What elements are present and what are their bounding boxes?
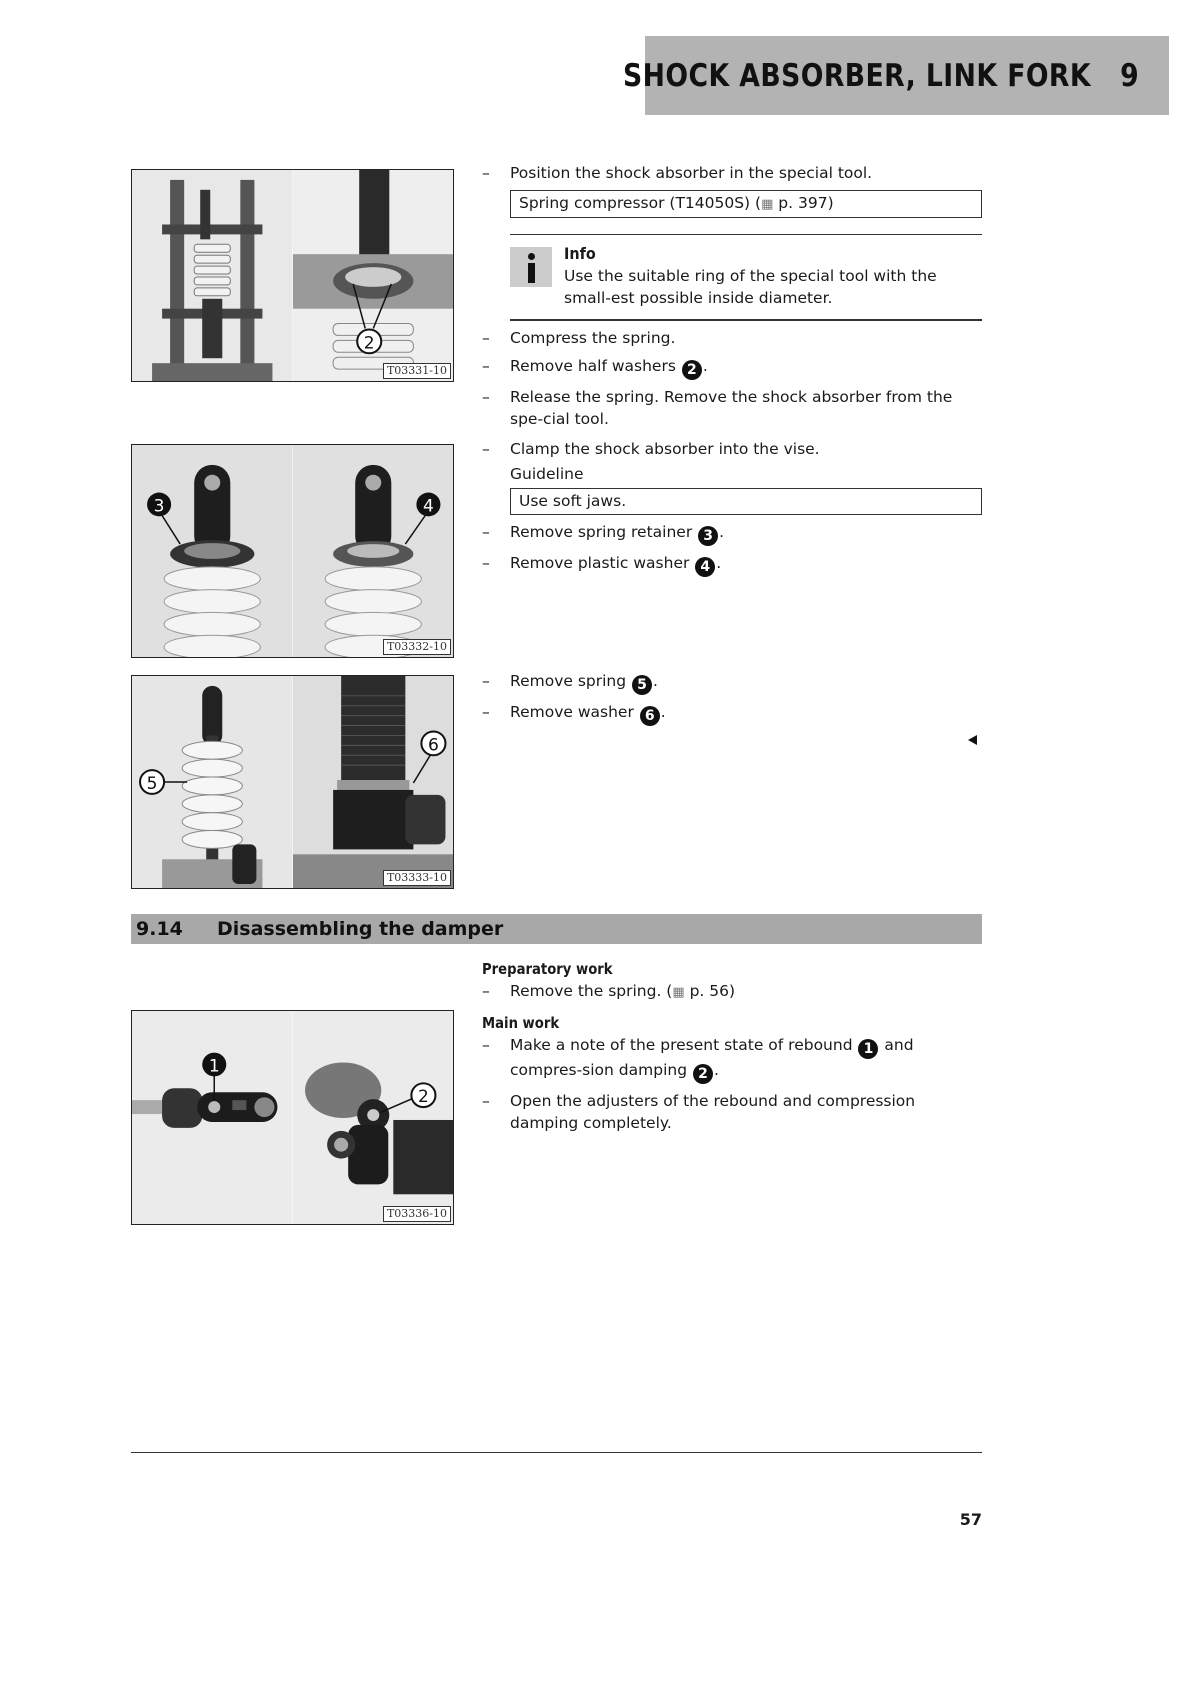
figure-code: T03331-10 xyxy=(383,363,451,379)
callout-badge: 6 xyxy=(640,706,660,726)
callout-5: 5 xyxy=(146,773,158,793)
figure-spring-retainer xyxy=(131,444,454,658)
guideline-box: Use soft jaws. xyxy=(510,488,982,515)
info-title: Info xyxy=(564,244,596,263)
step-remove-spring-retainer: – Remove spring retainer 3 . xyxy=(482,521,982,546)
preparatory-work-heading: Preparatory work xyxy=(482,960,613,978)
special-tool-box: Spring compressor (T14050S) (▦ p. 397) xyxy=(510,190,982,218)
step-remove-spring: – Remove spring 5 . xyxy=(482,670,982,695)
info-box xyxy=(510,234,982,321)
chapter-title: SHOCK ABSORBER, LINK FORK 9 xyxy=(622,57,1139,94)
figure-damper-adjusters xyxy=(131,1010,454,1225)
book-icon: ▦ xyxy=(672,985,685,1000)
callout-3: 3 xyxy=(153,495,165,516)
section-heading xyxy=(131,914,982,944)
photo-compression-adjuster xyxy=(293,1011,454,1224)
chapter-header xyxy=(622,36,1169,115)
photo-spring-retainer xyxy=(132,445,294,657)
instructions-block-2 xyxy=(482,438,982,577)
step-remove-plastic-washer: – Remove plastic washer 4 . xyxy=(482,552,982,577)
step-remove-spring-ref: – Remove the spring. (▦ p. 56) xyxy=(482,980,982,1004)
figure-code: T03336-10 xyxy=(383,1206,451,1222)
figure-code: T03333-10 xyxy=(383,870,451,886)
callout-2: 2 xyxy=(417,1086,429,1107)
callout-badge: 3 xyxy=(698,526,718,546)
callout-badge: 1 xyxy=(858,1039,878,1059)
main-work-heading: Main work xyxy=(482,1014,560,1032)
callout-badge: 2 xyxy=(682,360,702,380)
callout-1: 1 xyxy=(208,1055,220,1076)
photo-half-washers xyxy=(293,170,454,381)
figure-spring-compressor xyxy=(131,169,454,382)
page-number: 57 xyxy=(959,1510,982,1529)
guideline-label: Guideline xyxy=(510,465,584,483)
instructions-block-1 xyxy=(482,162,982,430)
book-icon: ▦ xyxy=(761,197,774,212)
callout-6: 6 xyxy=(427,734,439,755)
step-clamp-vise: – Clamp the shock absorber into the vise. xyxy=(482,438,982,460)
info-icon xyxy=(510,247,552,287)
footer-rule xyxy=(131,1452,982,1453)
callout-badge: 5 xyxy=(632,675,652,695)
instructions-block-4 xyxy=(482,958,982,1134)
step-open-adjusters: – Open the adjusters of the rebound and compression damping completely. xyxy=(482,1090,982,1134)
step-compress-spring: – Compress the spring. xyxy=(482,327,982,349)
photo-plastic-washer xyxy=(293,445,454,657)
photo-rebound-adjuster xyxy=(132,1011,294,1224)
photo-washer xyxy=(293,676,454,888)
photo-spring xyxy=(132,676,294,888)
end-of-procedure-icon xyxy=(968,735,977,745)
instructions-block-3 xyxy=(482,670,982,726)
step-remove-washer: – Remove washer 6 . xyxy=(482,701,982,726)
step-release-spring: – Release the spring. Remove the shock absorber from the spe-cial tool. xyxy=(482,386,982,430)
step-note-damping: – Make a note of the present state of rebound 1 and compres-sion damping 2 . xyxy=(482,1034,982,1084)
section-number: 9.14 xyxy=(136,918,183,940)
callout-badge: 4 xyxy=(695,557,715,577)
figure-code: T03332-10 xyxy=(383,639,451,655)
step-position-shock: – Position the shock absorber in the special tool. xyxy=(482,162,982,184)
step-remove-half-washers: – Remove half washers 2 . xyxy=(482,355,982,380)
callout-2: 2 xyxy=(363,332,375,353)
callout-badge: 2 xyxy=(693,1064,713,1084)
figure-spring-washer xyxy=(131,675,454,889)
section-title: Disassembling the damper xyxy=(217,918,504,940)
photo-compressor-overview xyxy=(132,170,294,381)
callout-4: 4 xyxy=(422,495,434,516)
info-text: Use the suitable ring of the special tool with the small-est possible inside diameter. xyxy=(564,267,937,307)
